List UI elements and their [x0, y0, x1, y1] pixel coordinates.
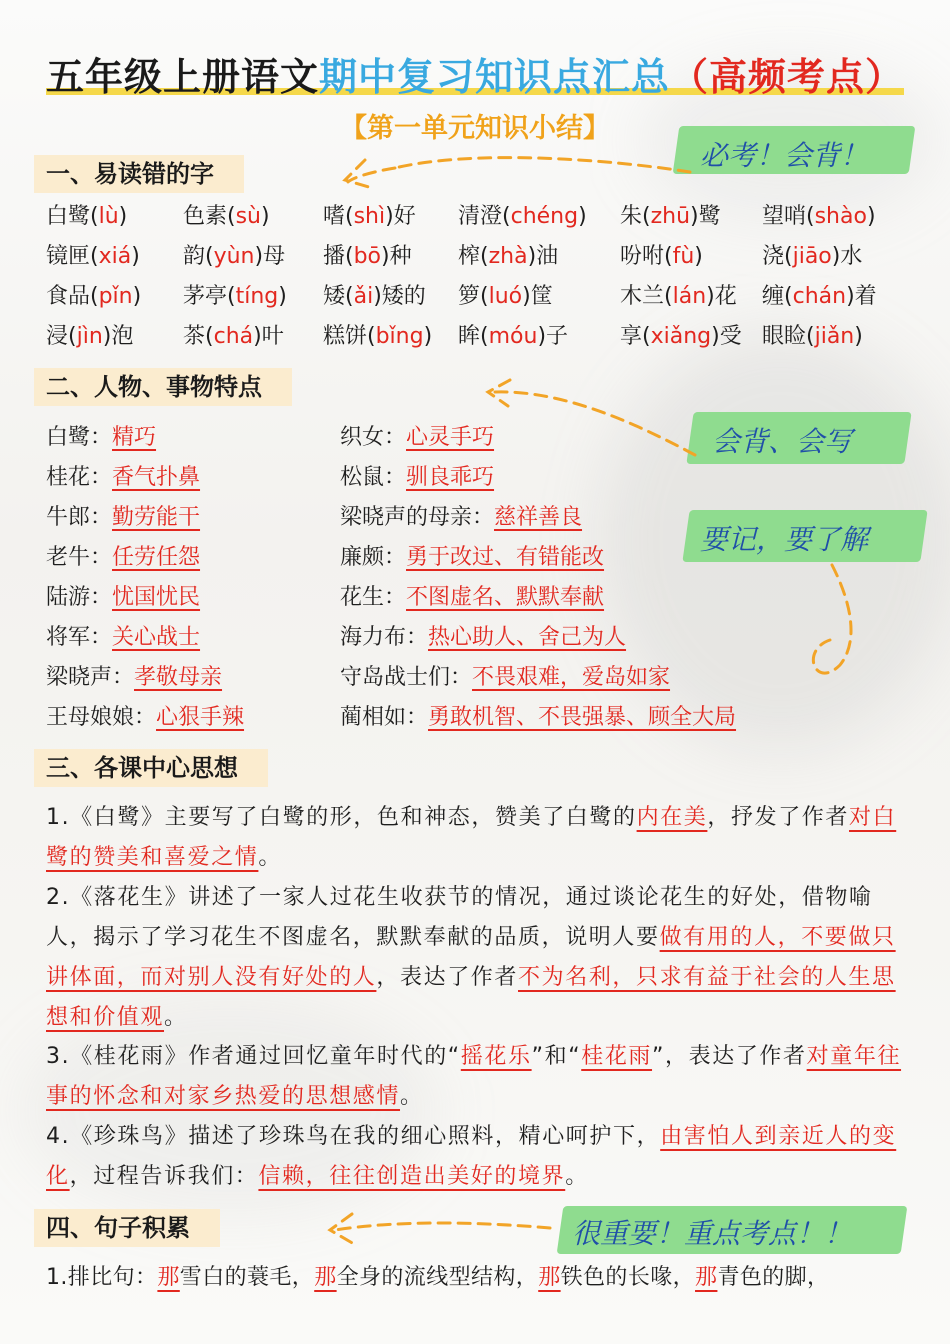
key-point: 摇花乐 [460, 1044, 532, 1069]
char-word: )水 [831, 244, 863, 269]
char-pinyin: tíng [235, 284, 279, 309]
char-pinyin: shào [814, 204, 867, 229]
char-item [183, 199, 270, 230]
text: ”，表达了作者 [652, 1044, 807, 1069]
trait-value: 热心助人、舍己为人 [428, 625, 627, 650]
text: 全身的流线型结构， [336, 1265, 539, 1290]
char-item [46, 319, 133, 350]
char-pinyin: zhū [650, 204, 691, 229]
char-pinyin: lán [672, 284, 707, 309]
char-pinyin: xiǎng [650, 324, 712, 349]
trait-item [46, 660, 222, 691]
text: ，抒发了作者 [707, 805, 850, 830]
handwritten-note-1: 必考！会背！ [700, 139, 869, 172]
char-item [762, 199, 876, 230]
char-pinyin: pǐn [98, 284, 133, 309]
text: 。 [400, 1084, 424, 1109]
trait-subject: 织女： [340, 425, 407, 450]
char-pinyin: xiá [98, 244, 132, 269]
key-point: 信赖，往往创造出美好的境界 [258, 1164, 566, 1189]
text: 1.排比句： [46, 1265, 158, 1290]
text: 。 [164, 1005, 188, 1030]
char-pinyin: jìn [76, 324, 103, 349]
trait-subject: 将军： [46, 625, 113, 650]
char-word: )花 [706, 284, 737, 309]
char-pinyin: yùn [213, 244, 255, 269]
char-word: 吩咐( [620, 244, 673, 269]
text: 青色的脚， [717, 1265, 830, 1290]
trait-item [340, 620, 626, 651]
char-word: 享( [620, 324, 651, 349]
char-word: 播( [323, 244, 354, 269]
char-word: 眸( [458, 324, 489, 349]
char-pinyin: shì [353, 204, 386, 229]
text: ”和“ [531, 1044, 582, 1069]
char-word: 眼睑( [762, 324, 815, 349]
arrow-line [348, 168, 395, 182]
char-pinyin: lù [98, 204, 119, 229]
trait-value: 香气扑鼻 [112, 465, 201, 490]
section-heading-4: 四、句子积累 [34, 1209, 220, 1247]
section-heading-3: 三、各课中心思想 [34, 749, 268, 787]
text: ，过程告诉我们： [69, 1164, 259, 1189]
trait-value: 勇于改过、有错能改 [406, 545, 605, 570]
char-item [458, 319, 568, 350]
char-word: 镜匣( [46, 244, 99, 269]
trait-value: 勇敢机智、不畏强暴、顾全大局 [428, 705, 737, 730]
char-word: ) [578, 204, 587, 229]
char-item [323, 199, 416, 230]
title-part-2: 期中复习知识点汇总 [318, 55, 670, 99]
char-item [458, 279, 553, 310]
trait-value: 不畏艰难，爱岛如家 [472, 665, 671, 690]
trait-subject: 蔺相如： [340, 705, 429, 730]
trait-value: 关心战士 [112, 625, 201, 650]
trait-item [340, 660, 670, 691]
handwritten-note-2: 会背、会写 [712, 425, 853, 458]
char-word: 色素( [183, 204, 236, 229]
char-item [620, 319, 742, 350]
char-word: )矮的 [373, 284, 426, 309]
idea-paragraph-3 [46, 1037, 908, 1117]
trait-item [340, 540, 604, 571]
char-item [762, 239, 862, 270]
char-item [620, 199, 721, 230]
text: 4.《珍珠鸟》描述了珍珠鸟在我的细心照料，精心呵护下， [46, 1124, 661, 1149]
trait-subject: 王母娘娘： [46, 705, 157, 730]
char-word: 浸( [46, 324, 77, 349]
char-word: 矮( [323, 284, 354, 309]
trait-item [340, 500, 582, 531]
key-word: 那 [157, 1265, 180, 1290]
text: 雪白的蓑毛， [179, 1265, 315, 1290]
char-pinyin: jiǎn [814, 324, 855, 349]
char-item [183, 239, 285, 270]
trait-item [46, 580, 200, 611]
trait-value: 驯良乖巧 [406, 465, 495, 490]
char-word: 糕饼( [323, 324, 376, 349]
trait-value: 心狠手辣 [156, 705, 245, 730]
trait-value: 不图虚名、默默奉献 [406, 585, 605, 610]
trait-subject: 白鹭： [46, 425, 113, 450]
key-point: 由害怕人到亲近人的变化 [46, 1124, 897, 1189]
trait-value: 心灵手巧 [406, 425, 495, 450]
char-item [620, 279, 737, 310]
key-point: 内在美 [636, 805, 708, 830]
title-part-1: 五年级上册语文 [45, 55, 319, 99]
char-word: ) [694, 244, 703, 269]
char-word: 白鹭( [46, 204, 99, 229]
char-pinyin: zhà [488, 244, 528, 269]
trait-value: 精巧 [112, 425, 157, 450]
char-word: )鹭 [690, 204, 721, 229]
char-item [762, 319, 863, 350]
trait-item [46, 500, 200, 531]
char-word: )种 [381, 244, 412, 269]
trait-value: 勤劳能干 [112, 505, 201, 530]
char-word: )子 [537, 324, 569, 349]
char-pinyin: jiāo [792, 244, 832, 269]
char-word: ) [423, 324, 433, 349]
text: 2.《落花生》讲述了一家人过花生收获节的情况，通过谈论花生的好处，借物喻人，揭示了学习花生不图虚名，默默奉献的品质，说明人要 [46, 885, 873, 950]
char-word: ) [854, 324, 863, 349]
handwritten-note-3: 要记，要了解 [700, 523, 869, 556]
text: 1.《白鹭》主要写了白鹭的形，色和神态，赞美了白鹭的 [46, 805, 637, 830]
key-point: 不为名利，只求有益于社会的人生思想和价值观 [46, 965, 896, 1030]
char-word: ) [278, 284, 287, 309]
trait-subject: 牛郎： [46, 505, 113, 530]
arrow-head [330, 1214, 354, 1244]
char-word: )油 [527, 244, 559, 269]
char-item [183, 319, 284, 350]
char-word: 箩( [458, 284, 489, 309]
char-word: 茶( [183, 324, 214, 349]
char-word: 榨( [458, 244, 489, 269]
idea-paragraph-2 [46, 878, 908, 1038]
trait-item [46, 460, 200, 491]
char-word: 茅亭( [183, 284, 236, 309]
trait-subject: 桂花： [46, 465, 113, 490]
trait-subject: 陆游： [46, 585, 113, 610]
char-word: )受 [711, 324, 742, 349]
char-word: )着 [846, 284, 877, 309]
trait-subject: 廉颇： [340, 545, 407, 570]
handwritten-note-4: 很重要！重点考点！！ [572, 1217, 853, 1250]
char-word: 韵( [183, 244, 214, 269]
key-point: 做有用的人，不要做只讲体面，而对别人没有好处的人 [46, 925, 896, 990]
char-pinyin: ǎi [353, 284, 374, 309]
trait-item [46, 540, 200, 571]
idea-paragraph-4 [46, 1117, 908, 1197]
char-item [46, 199, 127, 230]
trait-subject: 松鼠： [340, 465, 407, 490]
key-point: 对白鹭的赞美和喜爱之情 [46, 805, 897, 870]
char-word: )叶 [253, 324, 284, 349]
char-pinyin: chán [792, 284, 847, 309]
arrow-head [488, 380, 510, 406]
char-item [620, 239, 703, 270]
char-word: )母 [254, 244, 286, 269]
text: ，表达了作者 [376, 965, 519, 990]
char-pinyin: luó [488, 284, 523, 309]
char-word: ) [261, 204, 270, 229]
char-item [323, 239, 412, 270]
char-word: ) [131, 244, 140, 269]
char-word: ) [118, 204, 128, 229]
key-word: 那 [314, 1265, 337, 1290]
page-title [0, 46, 950, 101]
char-pinyin: bǐng [375, 324, 424, 349]
char-word: 缠( [762, 284, 793, 309]
char-pinyin: móu [488, 324, 538, 349]
trait-item [340, 460, 494, 491]
arrow-line [335, 1223, 550, 1230]
char-pinyin: sù [235, 204, 261, 229]
char-word: 嗜( [323, 204, 354, 229]
trait-item [46, 620, 200, 651]
char-word: ) [132, 284, 142, 309]
char-word: 木兰( [620, 284, 673, 309]
trait-value: 孝敬母亲 [134, 665, 223, 690]
char-item [762, 279, 877, 310]
trait-value: 慈祥善良 [494, 505, 583, 530]
char-word: 朱( [620, 204, 651, 229]
char-word: 望哨( [762, 204, 815, 229]
text: 铁色的长喙， [560, 1265, 696, 1290]
trait-value: 忧国忧民 [112, 585, 201, 610]
trait-subject: 守岛战士们： [340, 665, 473, 690]
text: 。 [258, 845, 283, 870]
char-item [183, 279, 287, 310]
text: 。 [565, 1164, 589, 1189]
title-part-3: （高频考点） [670, 55, 905, 99]
char-pinyin: bō [353, 244, 382, 269]
char-word: 浇( [762, 244, 793, 269]
char-word: 清澄( [458, 204, 511, 229]
char-pinyin: chéng [510, 204, 579, 229]
char-item [46, 239, 140, 270]
char-item [323, 319, 432, 350]
char-pinyin: fù [672, 244, 695, 269]
trait-subject: 海力布： [340, 625, 429, 650]
arrow-head [345, 160, 372, 188]
trait-subject: 梁晓声的母亲： [340, 505, 495, 530]
section-heading-1: 一、易读错的字 [34, 155, 244, 193]
key-word: 那 [538, 1265, 561, 1290]
char-pinyin: chá [213, 324, 254, 349]
char-item [458, 239, 558, 270]
unit-subtitle: 【第一单元知识小结】 [340, 113, 610, 144]
section-heading-2: 二、人物、事物特点 [34, 368, 292, 406]
trait-item [340, 580, 604, 611]
char-item [323, 279, 426, 310]
idea-paragraph-1 [46, 798, 908, 878]
trait-value: 任劳任怨 [112, 545, 201, 570]
char-word: )泡 [102, 324, 134, 349]
text: 3.《桂花雨》作者通过回忆童年时代的“ [46, 1044, 461, 1069]
trait-subject: 梁晓声： [46, 665, 135, 690]
char-word: 食品( [46, 284, 99, 309]
key-point: 对童年往事的怀念和对家乡热爱的思想感情 [46, 1044, 902, 1109]
sentence-example-1 [46, 1258, 908, 1298]
char-item [458, 199, 587, 230]
trait-item [46, 700, 244, 731]
trait-item [340, 700, 736, 731]
char-word: )筐 [522, 284, 553, 309]
key-point: 桂花雨 [581, 1044, 653, 1069]
char-item [46, 279, 141, 310]
trait-item [46, 420, 156, 451]
key-word: 那 [695, 1265, 718, 1290]
trait-item [340, 420, 494, 451]
char-word: )好 [385, 204, 416, 229]
char-word: ) [866, 204, 876, 229]
trait-subject: 花生： [340, 585, 407, 610]
trait-subject: 老牛： [46, 545, 113, 570]
